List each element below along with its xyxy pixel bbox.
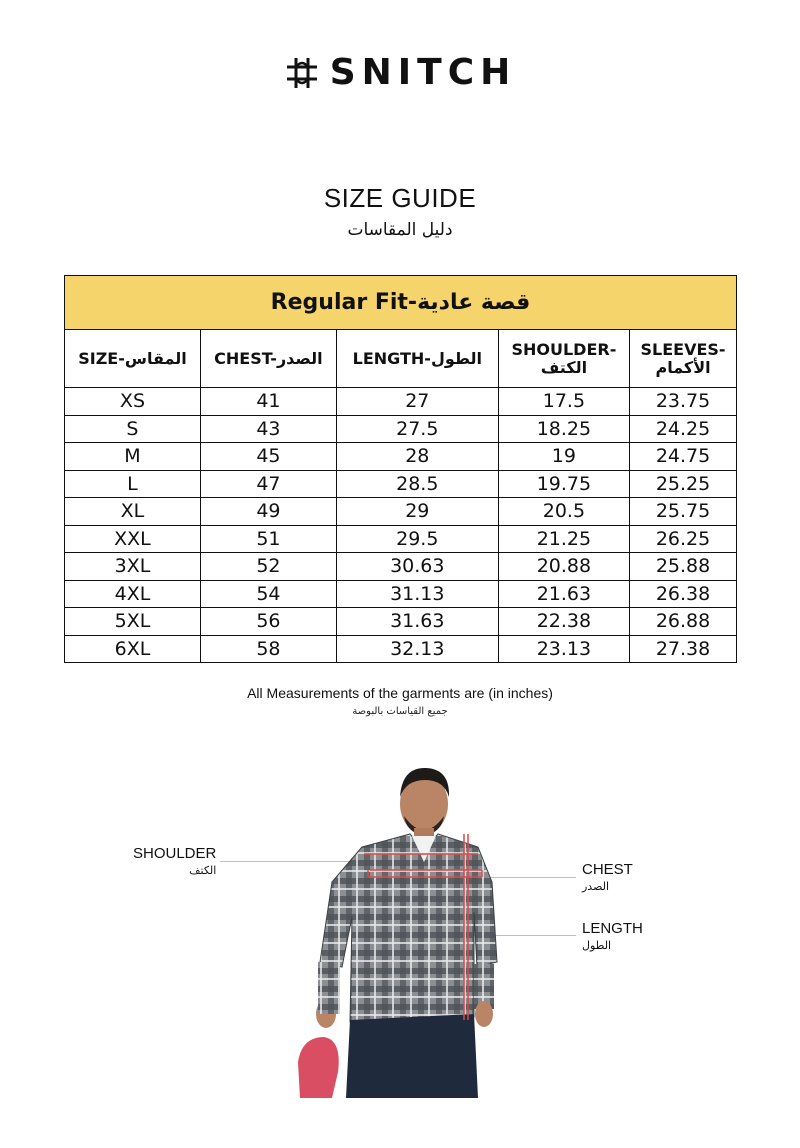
table-cell: 20.5: [498, 498, 629, 526]
table-cell: 31.13: [336, 580, 498, 608]
table-row: [65, 388, 737, 416]
table-cell: 52: [200, 553, 336, 581]
table-cell: 26.88: [630, 608, 737, 636]
table-header-cell: [630, 330, 737, 388]
page-title: SIZE GUIDE: [323, 183, 477, 213]
brand-logo: [0, 52, 800, 93]
shoulder-label-ar: الكتف: [189, 864, 217, 877]
table-cell: 22.38: [498, 608, 629, 636]
table-cell: 30.63: [336, 553, 498, 581]
measurement-note-ar: جميع القياسات بالبوصة: [352, 706, 448, 717]
table-cell: 24.75: [630, 443, 737, 471]
table-cell: 24.25: [630, 415, 737, 443]
table-cell: 49: [200, 498, 336, 526]
table-cell: 32.13: [336, 635, 498, 663]
table-cell: 27.38: [630, 635, 737, 663]
table-cell: 6XL: [65, 635, 201, 663]
table-cell: 45: [200, 443, 336, 471]
chest-label-en: CHEST: [582, 861, 633, 878]
table-cell: 3XL: [65, 553, 201, 581]
measurement-note: All Measurements of the garments are (in inches): [247, 685, 553, 701]
table-header-row: [65, 330, 737, 388]
table-row: [65, 525, 737, 553]
table-cell: 19: [498, 443, 629, 471]
table-header-cell: [498, 330, 629, 388]
table-row: [65, 443, 737, 471]
header-label: LENGTH-الطول: [352, 348, 482, 368]
table-cell: 21.25: [498, 525, 629, 553]
table-cell: 47: [200, 470, 336, 498]
header-label: SHOULDER-: [511, 339, 617, 359]
table-cell: 21.63: [498, 580, 629, 608]
table-cell: 27: [336, 388, 498, 416]
brand-name: SNITCH: [329, 52, 517, 93]
table-cell: 25.88: [630, 553, 737, 581]
page-subtitle: دليل المقاسات: [347, 220, 453, 240]
model-illustration: [292, 752, 512, 1098]
table-row: [65, 553, 737, 581]
table-cell: XXL: [65, 525, 201, 553]
table-cell: 19.75: [498, 470, 629, 498]
table-cell: 17.5: [498, 388, 629, 416]
table-body: [65, 388, 737, 663]
table-cell: XS: [65, 388, 201, 416]
table-cell: 26.38: [630, 580, 737, 608]
cap-icon: [298, 1037, 339, 1098]
table-cell: L: [65, 470, 201, 498]
table-cell: 23.75: [630, 388, 737, 416]
fit-label: Regular Fit-قصة عادية: [65, 276, 737, 330]
header-label: SLEEVES-: [640, 339, 726, 359]
table-row: [65, 470, 737, 498]
table-row: [65, 415, 737, 443]
table-cell: XL: [65, 498, 201, 526]
table-header-cell: [200, 330, 336, 388]
snitch-logo-icon: [284, 55, 320, 91]
table-cell: 58: [200, 635, 336, 663]
length-label: [582, 920, 643, 952]
table-cell: 25.75: [630, 498, 737, 526]
table-header-cell: [336, 330, 498, 388]
table-cell: 56: [200, 608, 336, 636]
size-table: [64, 275, 737, 663]
table-cell: 23.13: [498, 635, 629, 663]
table-cell: 25.25: [630, 470, 737, 498]
length-label-en: LENGTH: [582, 920, 643, 937]
table-row: [65, 608, 737, 636]
chest-label: [582, 861, 633, 893]
table-cell: 5XL: [65, 608, 201, 636]
table-cell: 43: [200, 415, 336, 443]
table-cell: 51: [200, 525, 336, 553]
table-cell: S: [65, 415, 201, 443]
table-cell: 4XL: [65, 580, 201, 608]
table-cell: 27.5: [336, 415, 498, 443]
header-label-ar: الكتف: [540, 357, 588, 377]
table-row: [65, 498, 737, 526]
table-cell: 41: [200, 388, 336, 416]
model-shirt: [320, 834, 497, 1022]
length-label-ar: الطول: [582, 939, 612, 952]
table-row: [65, 580, 737, 608]
table-row: [65, 635, 737, 663]
shoulder-label-en: SHOULDER: [133, 845, 217, 862]
shoulder-label: [133, 845, 216, 877]
table-cell: 29.5: [336, 525, 498, 553]
table-cell: 28: [336, 443, 498, 471]
header-label: SIZE-المقاس: [78, 348, 187, 368]
table-cell: 28.5: [336, 470, 498, 498]
table-cell: 54: [200, 580, 336, 608]
table-cell: 26.25: [630, 525, 737, 553]
header-label: CHEST-الصدر: [214, 348, 323, 368]
table-header-cell: [65, 330, 201, 388]
table-cell: 31.63: [336, 608, 498, 636]
model-pants: [346, 1014, 478, 1098]
table-cell: 20.88: [498, 553, 629, 581]
header-label-ar: الأكمام: [655, 357, 711, 377]
table-cell: 18.25: [498, 415, 629, 443]
table-cell: M: [65, 443, 201, 471]
chest-label-ar: الصدر: [582, 880, 610, 893]
table-cell: 29: [336, 498, 498, 526]
